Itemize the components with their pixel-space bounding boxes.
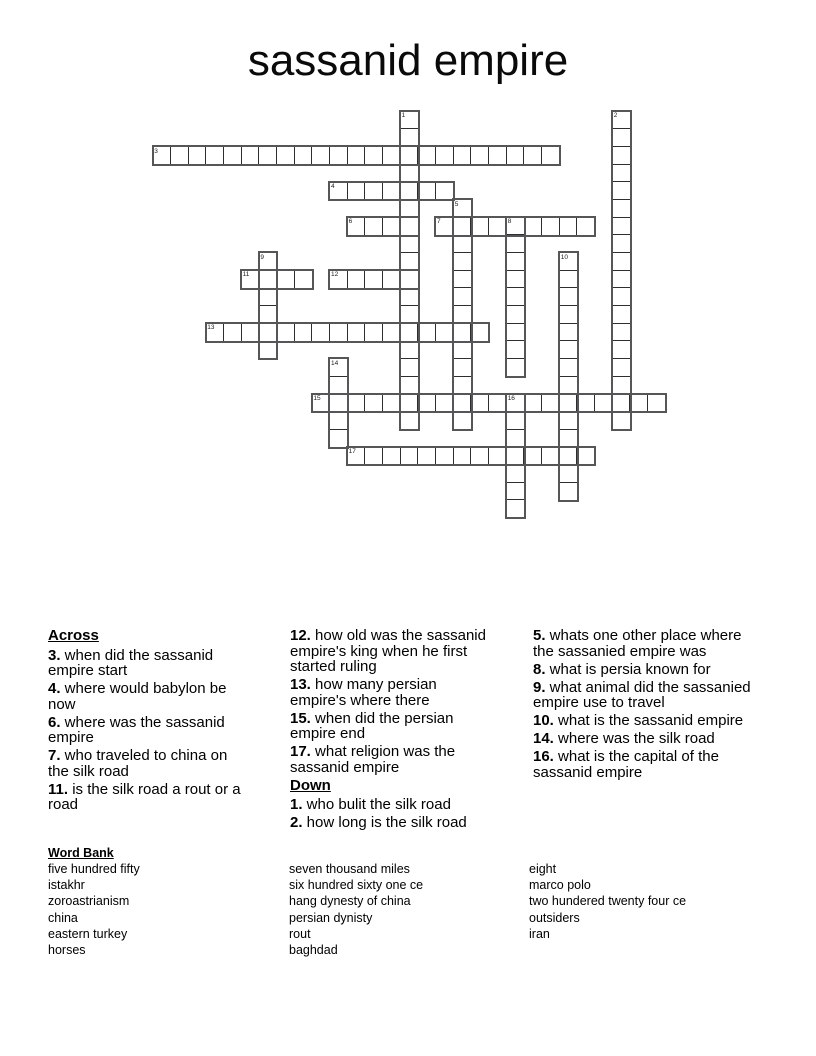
clue-number: 6. (48, 713, 61, 731)
grid-cell[interactable] (506, 270, 525, 289)
word-bank-item: baghdad (289, 943, 338, 958)
grid-cell[interactable] (453, 305, 472, 324)
word-bank-header: Word Bank (48, 846, 114, 860)
grid-cell[interactable] (400, 446, 419, 465)
clue-number: 10. (533, 712, 554, 729)
grid-cell[interactable] (612, 146, 631, 165)
page-title: sassanid empire (247, 36, 569, 85)
word-bank-column-2 (289, 861, 423, 958)
grid-clue-number: 13 (207, 324, 215, 332)
word-bank-item: six hundred sixty one ce (289, 878, 424, 893)
grid-cell[interactable] (400, 376, 419, 395)
down-header: Down (290, 776, 331, 794)
grid-cell[interactable] (559, 323, 578, 342)
grid-cell[interactable] (400, 393, 419, 412)
grid-cell[interactable] (276, 146, 295, 165)
grid-cell[interactable] (612, 164, 631, 183)
grid-cell[interactable] (258, 287, 277, 306)
grid-cell[interactable] (400, 217, 419, 236)
grid-cell[interactable] (400, 146, 419, 165)
grid-cell[interactable] (382, 323, 401, 342)
word-bank-column-1 (48, 861, 140, 958)
grid-cell[interactable] (453, 323, 472, 342)
clue-number: 8. (533, 660, 546, 678)
grid-cell[interactable] (470, 323, 489, 342)
grid-cell[interactable] (258, 270, 277, 289)
word-bank-item: two hundered twenty four ce (529, 894, 687, 909)
clue-number: 1. (290, 796, 303, 813)
grid-cell[interactable] (311, 146, 330, 165)
clue-item: 17. what religion was the sassanid empire (290, 743, 456, 776)
grid-cell[interactable] (276, 323, 295, 342)
grid-cell[interactable] (400, 270, 419, 289)
grid-cell[interactable] (435, 323, 454, 342)
grid-cell[interactable] (647, 393, 666, 412)
grid-cell[interactable] (488, 217, 507, 236)
grid-cell[interactable] (612, 358, 631, 377)
clue-item: 15. when did the persian empire end (290, 709, 454, 742)
grid-cell[interactable] (382, 146, 401, 165)
clue-column-2 (290, 628, 497, 833)
grid-cell[interactable] (488, 393, 507, 412)
grid-cell[interactable] (612, 393, 631, 412)
grid-cell[interactable] (382, 181, 401, 200)
grid-cell[interactable] (382, 393, 401, 412)
grid-cell[interactable] (170, 146, 189, 165)
grid-cell[interactable] (364, 323, 383, 342)
grid-cell[interactable] (188, 146, 207, 165)
clue-item: 1. who bulit the silk road (290, 796, 451, 813)
grid-cell[interactable] (612, 340, 631, 359)
clue-number: 14. (533, 730, 554, 747)
grid-cell[interactable] (294, 323, 313, 342)
grid-cell[interactable] (400, 181, 419, 200)
grid-cell[interactable] (329, 146, 348, 165)
grid-cell[interactable] (559, 376, 578, 395)
clue-number: 7. (48, 747, 61, 764)
word-bank-item: hang dynesty of china (289, 894, 411, 909)
grid-cell[interactable] (506, 234, 525, 253)
grid-cell[interactable] (382, 446, 401, 465)
grid-cell[interactable] (453, 287, 472, 306)
clue-item: 11. is the silk road a rout or a road (48, 780, 241, 813)
grid-cell[interactable] (576, 217, 595, 236)
grid-cell[interactable] (506, 499, 525, 518)
grid-cell[interactable] (205, 146, 224, 165)
word-bank-item: china (48, 910, 78, 925)
grid-cell[interactable] (506, 411, 525, 430)
clue-item: 2. how long is the silk road (290, 814, 467, 831)
grid-cell[interactable] (559, 340, 578, 359)
grid-cell[interactable] (435, 446, 454, 465)
grid-clue-number: 12 (331, 271, 339, 279)
clue-number: 4. (48, 680, 61, 697)
grid-cell[interactable] (523, 217, 542, 236)
grid-cell[interactable] (506, 287, 525, 306)
grid-cell[interactable] (453, 411, 472, 430)
grid-cell[interactable] (382, 217, 401, 236)
clue-item: 9. what animal did the sassanied empire use to travel (533, 678, 751, 711)
grid-cell[interactable] (400, 164, 419, 183)
grid-cell[interactable] (453, 446, 472, 465)
clue-number: 5. (533, 627, 546, 644)
grid-cell[interactable] (559, 482, 578, 501)
grid-clue-number: 6 (348, 218, 353, 226)
grid-clue-number: 14 (331, 359, 339, 367)
grid-cell[interactable] (364, 270, 383, 289)
grid-cell[interactable] (488, 446, 507, 465)
grid-clue-number: 5 (454, 200, 459, 208)
clue-number: 9. (533, 678, 546, 696)
grid-clue-number: 10 (560, 253, 568, 261)
clue-item: 16. what is the capital of the sassanid empire (533, 748, 719, 781)
grid-cell[interactable] (294, 146, 313, 165)
grid-cell[interactable] (311, 323, 330, 342)
grid-cell[interactable] (541, 446, 560, 465)
grid-cell[interactable] (400, 340, 419, 359)
grid-cell[interactable] (223, 323, 242, 342)
word-bank-item: persian dynisty (289, 910, 373, 925)
grid-cell[interactable] (400, 305, 419, 324)
grid-cell[interactable] (435, 146, 454, 165)
grid-cell[interactable] (506, 446, 525, 465)
grid-cell[interactable] (417, 393, 436, 412)
grid-cell[interactable] (347, 146, 366, 165)
grid-cell[interactable] (470, 146, 489, 165)
grid-cell[interactable] (541, 217, 560, 236)
grid-cell[interactable] (453, 217, 472, 236)
word-bank-section (0, 845, 816, 975)
grid-cell[interactable] (541, 393, 560, 412)
grid-cell[interactable] (241, 323, 260, 342)
grid-cell[interactable] (347, 270, 366, 289)
grid-cell[interactable] (612, 305, 631, 324)
grid-cell[interactable] (258, 146, 277, 165)
clue-column-1 (48, 628, 245, 815)
clue-item: 4. where would babylon be now (48, 680, 227, 713)
grid-cell[interactable] (329, 393, 348, 412)
grid-cell[interactable] (400, 199, 419, 218)
grid-cell[interactable] (506, 252, 525, 271)
grid-cell[interactable] (506, 482, 525, 501)
word-bank-item: eight (529, 862, 557, 876)
grid-cell[interactable] (364, 393, 383, 412)
grid-cell[interactable] (435, 393, 454, 412)
grid-cell[interactable] (241, 146, 260, 165)
grid-clue-number: 1 (401, 112, 406, 120)
grid-cell[interactable] (364, 446, 383, 465)
grid-clue-number: 11 (242, 271, 250, 279)
clue-number: 11. (48, 780, 69, 798)
grid-cell[interactable] (258, 305, 277, 324)
grid-cell[interactable] (329, 411, 348, 430)
clue-item: 6. where was the sassanid empire (48, 713, 225, 746)
grid-cell[interactable] (612, 287, 631, 306)
word-bank-item: five hundred fifty (48, 862, 140, 876)
grid-cell[interactable] (417, 323, 436, 342)
grid-cell[interactable] (400, 234, 419, 253)
grid-cell[interactable] (453, 393, 472, 412)
grid-cell[interactable] (329, 323, 348, 342)
grid-cell[interactable] (559, 287, 578, 306)
word-bank-item: eastern turkey (48, 926, 128, 941)
grid-cell[interactable] (506, 358, 525, 377)
grid-cell[interactable] (276, 270, 295, 289)
grid-cell[interactable] (453, 340, 472, 359)
grid-cell[interactable] (541, 146, 560, 165)
grid-cell[interactable] (417, 181, 436, 200)
grid-cell[interactable] (612, 411, 631, 430)
grid-cell[interactable] (453, 358, 472, 377)
grid-cell[interactable] (364, 217, 383, 236)
grid-clue-number: 15 (313, 394, 321, 402)
grid-cell[interactable] (576, 446, 595, 465)
grid-cell[interactable] (400, 358, 419, 377)
grid-cell[interactable] (364, 181, 383, 200)
word-bank-item: zoroastrianism (48, 894, 130, 909)
grid-cell[interactable] (294, 270, 313, 289)
clue-number: 2. (290, 814, 303, 831)
grid-cell[interactable] (629, 393, 648, 412)
grid-cell[interactable] (506, 146, 525, 165)
grid-cell[interactable] (223, 146, 242, 165)
grid-cell[interactable] (400, 411, 419, 430)
word-bank-item: istakhr (48, 878, 85, 893)
clue-item: 5. whats one other place where the sassanied empire was (533, 627, 742, 660)
grid-clue-number: 7 (437, 218, 441, 226)
word-bank-item: marco polo (529, 878, 591, 893)
grid-cell[interactable] (612, 217, 631, 236)
grid-cell[interactable] (559, 446, 578, 465)
grid-cell[interactable] (506, 323, 525, 342)
grid-cell[interactable] (612, 234, 631, 253)
grid-clue-number: 4 (331, 182, 335, 190)
clues-section (0, 628, 816, 838)
grid-cell[interactable] (470, 393, 489, 412)
grid-cell[interactable] (612, 252, 631, 271)
grid-cell[interactable] (559, 358, 578, 377)
clue-number: 12. (290, 627, 311, 644)
grid-cell[interactable] (523, 146, 542, 165)
grid-cell[interactable] (347, 181, 366, 200)
clue-number: 16. (533, 748, 554, 765)
grid-cell[interactable] (453, 252, 472, 271)
word-bank-item: iran (529, 926, 550, 941)
grid-cell[interactable] (435, 181, 454, 200)
grid-cell[interactable] (559, 270, 578, 289)
word-bank-item: seven thousand miles (289, 862, 410, 876)
grid-cell[interactable] (400, 252, 419, 271)
grid-cell[interactable] (417, 146, 436, 165)
grid-clue-number: 16 (507, 394, 515, 402)
grid-cell[interactable] (488, 146, 507, 165)
clue-item: 13. how many persian empire's where there (290, 676, 437, 709)
grid-cell[interactable] (453, 376, 472, 395)
clue-number: 15. (290, 709, 311, 727)
clue-column-3 (533, 628, 751, 783)
grid-cell[interactable] (258, 323, 277, 342)
clue-number: 17. (290, 743, 311, 760)
grid-cell[interactable] (470, 217, 489, 236)
grid-cell[interactable] (559, 305, 578, 324)
grid-cell[interactable] (559, 464, 578, 483)
grid-cell[interactable] (347, 323, 366, 342)
grid-cell[interactable] (400, 287, 419, 306)
word-bank-column-3 (529, 861, 686, 942)
grid-cell[interactable] (559, 411, 578, 430)
grid-cell[interactable] (576, 393, 595, 412)
grid-clue-number: 2 (613, 112, 618, 120)
grid-cell[interactable] (417, 446, 436, 465)
grid-cell[interactable] (559, 217, 578, 236)
grid-cell[interactable] (400, 323, 419, 342)
grid-cell[interactable] (453, 146, 472, 165)
grid-cell[interactable] (329, 429, 348, 448)
across-header: Across (48, 627, 99, 644)
grid-cell[interactable] (523, 393, 542, 412)
grid-cell[interactable] (506, 305, 525, 324)
grid-cell[interactable] (329, 376, 348, 395)
clue-item: 8. what is persia known for (533, 660, 711, 678)
grid-cell[interactable] (453, 234, 472, 253)
clue-item: 7. who traveled to china on the silk road (48, 747, 228, 780)
word-bank-item: outsiders (529, 910, 580, 925)
clue-item: 14. where was the silk road (533, 730, 715, 747)
grid-cell[interactable] (470, 446, 489, 465)
grid-cell[interactable] (612, 128, 631, 147)
grid-cell[interactable] (506, 464, 525, 483)
grid-cell[interactable] (559, 393, 578, 412)
word-bank-item: rout (289, 926, 311, 941)
grid-cell[interactable] (523, 446, 542, 465)
grid-cell[interactable] (453, 270, 472, 289)
grid-cell[interactable] (347, 393, 366, 412)
clue-item: 3. when did the sassanid empire start (48, 646, 214, 679)
grid-cell[interactable] (612, 181, 631, 200)
clue-number: 3. (48, 646, 61, 664)
grid-cell[interactable] (382, 270, 401, 289)
grid-cell[interactable] (400, 128, 419, 147)
grid-cell[interactable] (594, 393, 613, 412)
grid-cell[interactable] (258, 340, 277, 359)
clue-item: 10. what is the sassanid empire (533, 712, 744, 729)
grid-cell[interactable] (612, 199, 631, 218)
grid-clue-number: 3 (154, 147, 158, 155)
grid-clue-number: 9 (260, 253, 264, 261)
word-bank-item: horses (48, 943, 86, 958)
grid-cell[interactable] (612, 376, 631, 395)
grid-clue-number: 17 (348, 447, 356, 455)
grid-clue-number: 8 (507, 218, 512, 226)
grid-cell[interactable] (364, 146, 383, 165)
grid-cell[interactable] (559, 429, 578, 448)
grid-cell[interactable] (506, 429, 525, 448)
grid-cell[interactable] (612, 270, 631, 289)
grid-cell[interactable] (506, 340, 525, 359)
grid-cell[interactable] (612, 323, 631, 342)
clue-number: 13. (290, 676, 311, 693)
clue-item: 12. how old was the sassanid empire's king when he first started ruling (290, 627, 486, 675)
